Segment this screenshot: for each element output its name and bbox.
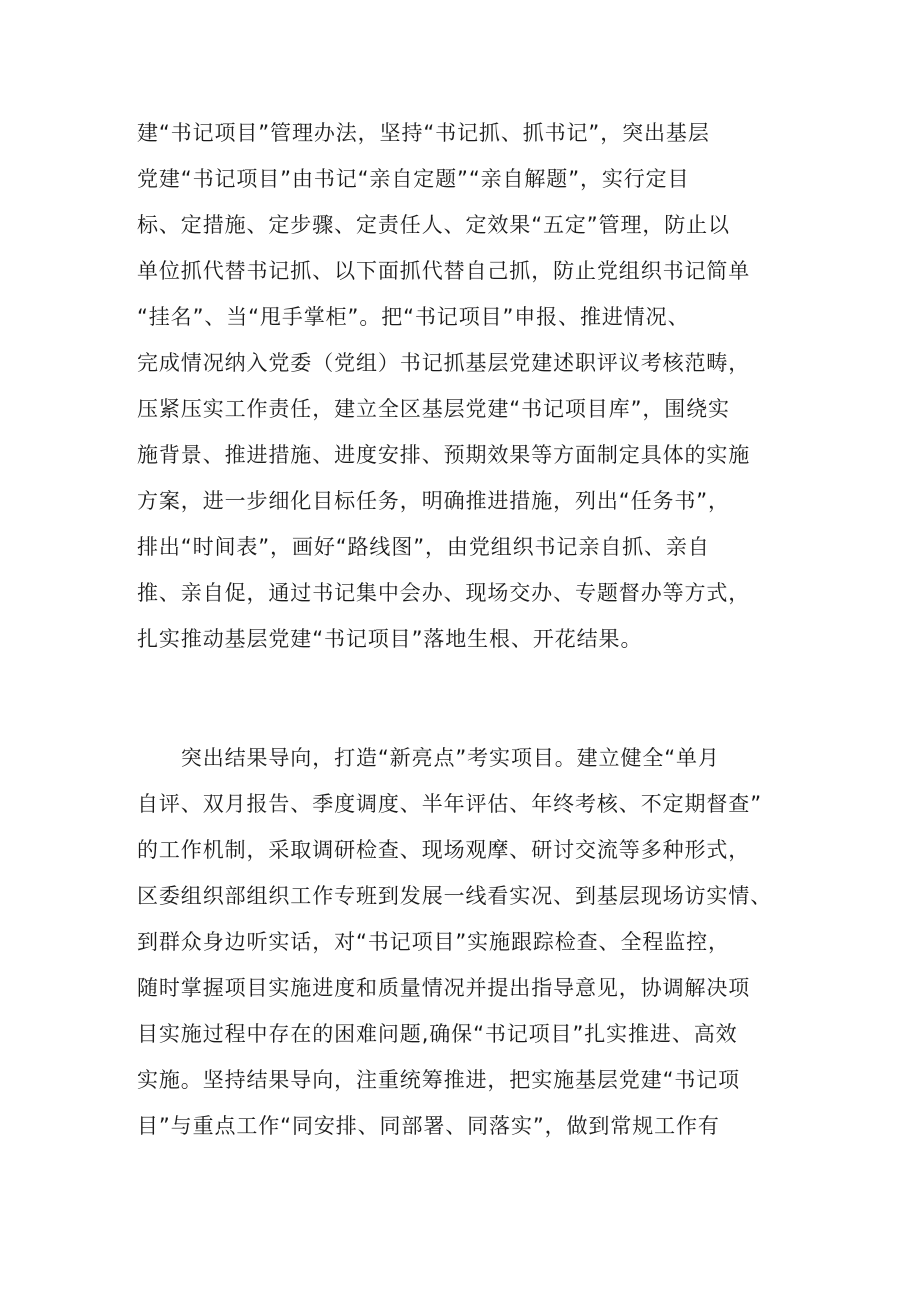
text-line: 的工作机制，采取调研检查、现场观摩、研讨交流等多种形式， (137, 838, 751, 862)
text-line: 标、定措施、定步骤、定责任人、定效果“五定”管理，防止以 (137, 213, 730, 237)
text-line: 实施。坚持结果导向，注重统筹推进，把实施基层党建“书记项 (137, 1068, 741, 1092)
text-line: 到群众身边听实话，对“书记项目”实施跟踪检查、全程监控， (137, 930, 730, 954)
paragraph-secretary-project-management (137, 110, 797, 662)
text-line: “挂名”、当“甩手掌柜”。把“书记项目”申报、推进情况、 (137, 305, 690, 329)
paragraph-result-orientation (137, 735, 797, 1149)
text-line: 突出结果导向，打造“新亮点”考实项目。建立健全“单月 (137, 746, 720, 770)
text-line: 推、亲自促，通过书记集中会办、现场交办、专题督办等方式， (137, 581, 751, 605)
text-line: 单位抓代替书记抓、以下面抓代替自己抓，防止党组织书记简单 (137, 259, 751, 283)
text-line: 压紧压实工作责任，建立全区基层党建“书记项目库”，围绕实 (137, 397, 730, 421)
text-line: 党建“书记项目”由书记“亲自定题”“亲自解题”，实行定目 (137, 167, 690, 191)
text-line: 建“书记项目”管理办法，坚持“书记抓、抓书记”，突出基层 (137, 121, 710, 145)
text-line: 区委组织部组织工作专班到发展一线看实况、到基层现场访实情、 (137, 884, 773, 908)
text-line: 目实施过程中存在的困难问题,确保“书记项目”扎实推进、高效 (137, 1022, 738, 1046)
text-line: 扎实推动基层党建“书记项目”落地生根、开花结果。 (137, 627, 643, 651)
text-line: 目”与重点工作“同安排、同部署、同落实”，做到常规工作有 (137, 1114, 720, 1138)
text-line: 方案，进一步细化目标任务，明确推进措施，列出“任务书”， (137, 489, 730, 513)
text-line: 自评、双月报告、季度调度、半年评估、年终考核、不定期督查” (137, 792, 762, 816)
text-line: 排出“时间表”，画好“路线图”，由党组织书记亲自抓、亲自 (137, 535, 710, 559)
text-line: 完成情况纳入党委（党组）书记抓基层党建述职评议考核范畴， (137, 351, 751, 375)
text-line: 随时掌握项目实施进度和质量情况并提出指导意见，协调解决项 (137, 976, 751, 1000)
text-line: 施背景、推进措施、进度安排、预期效果等方面制定具体的实施 (137, 443, 751, 467)
